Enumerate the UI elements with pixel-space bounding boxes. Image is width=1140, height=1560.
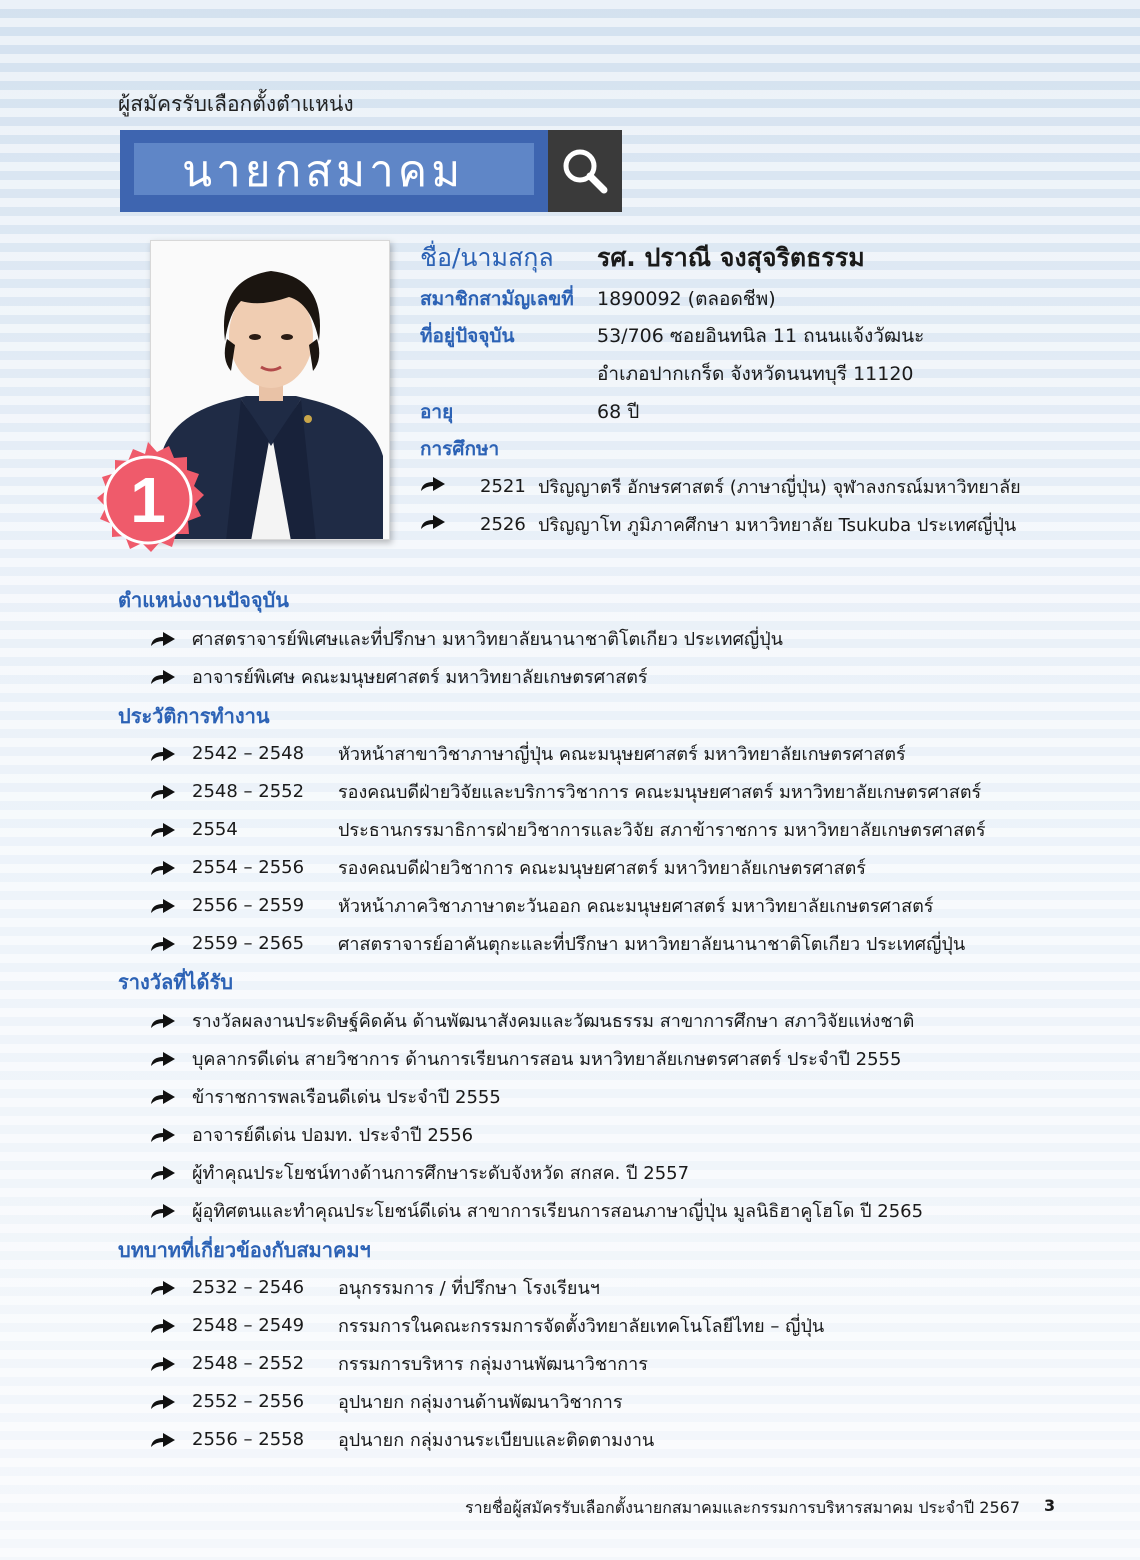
award-item: [150, 1196, 923, 1225]
arrow-right-icon: [420, 476, 480, 497]
arrow-right-icon: [150, 1051, 192, 1067]
work-item: [150, 853, 866, 882]
work-item: [150, 929, 965, 958]
arrow-right-icon: [150, 936, 192, 952]
education-year: 2521: [480, 476, 526, 497]
work-text: หัวหน้าสาขาวิชาภาษาญี่ปุ่น คณะมนุษยศาสตร์ มหาวิทยาลัยเกษตรศาสตร์: [338, 744, 906, 765]
work-item: [150, 815, 986, 844]
education-year: 2526: [480, 514, 526, 535]
role-year: 2556 – 2558: [192, 1429, 305, 1450]
age-label: อายุ: [420, 401, 454, 423]
role-item: [150, 1425, 654, 1454]
role-text: อุปนายก กลุ่มงานด้านพัฒนาวิชาการ: [338, 1392, 623, 1413]
work-year: 2556 – 2559: [192, 895, 305, 916]
role-item: [150, 1387, 623, 1416]
arrow-right-icon: [150, 860, 192, 876]
role-year: 2532 – 2546: [192, 1277, 305, 1298]
award-text: รางวัลผลงานประดิษฐ์คิดค้น ด้านพัฒนาสังคมและวัฒนธรรม สาขาการศึกษา สภาวิจัยแห่งชาติ: [192, 1011, 915, 1032]
candidate-number: 1: [130, 464, 166, 536]
education-text: ปริญญาตรี อักษรศาสตร์ (ภาษาญี่ปุ่น) จุฬาลงกรณ์มหาวิทยาลัย: [538, 477, 1021, 498]
role-text: อุปนายก กลุ่มงานระเบียบและติดตามงาน: [338, 1430, 655, 1451]
role-item: [150, 1311, 824, 1340]
arrow-right-icon: [150, 631, 192, 647]
arrow-right-icon: [150, 1318, 192, 1334]
section-title-work: ประวัติการทำงาน: [118, 704, 270, 728]
footer-text: รายชื่อผู้สมัครรับเลือกตั้งนายกสมาคมและกรรมการบริหารสมาคม ประจำปี 2567: [464, 1498, 1020, 1517]
arrow-right-icon: [150, 1280, 192, 1296]
section-title-current: ตำแหน่งงานปัจจุบัน: [118, 588, 289, 612]
work-text: รองคณบดีฝ่ายวิชาการ คณะมนุษยศาสตร์ มหาวิทยาลัยเกษตรศาสตร์: [338, 858, 866, 879]
work-year: 2548 – 2552: [192, 781, 305, 802]
education-label: การศึกษา: [420, 438, 500, 460]
position-title-bar: [120, 130, 548, 212]
work-item: [150, 777, 981, 806]
member-number: 1890092 (ตลอดชีพ): [597, 288, 776, 310]
education-text: ปริญญาโท ภูมิภาคศึกษา มหาวิทยาลัย Tsukuba ประเทศญี่ปุ่น: [538, 515, 1017, 536]
candidate-name: รศ. ปราณี จงสุจริตธรรม: [597, 243, 865, 272]
arrow-right-icon: [150, 746, 192, 762]
arrow-right-icon: [150, 1203, 192, 1219]
list-item-text: อาจารย์พิเศษ คณะมนุษยศาสตร์ มหาวิทยาลัยเกษตรศาสตร์: [192, 667, 648, 688]
work-text: รองคณบดีฝ่ายวิจัยและบริการวิชาการ คณะมนุษยศาสตร์ มหาวิทยาลัยเกษตรศาสตร์: [338, 782, 982, 803]
work-item: [150, 739, 906, 768]
search-button[interactable]: [548, 130, 622, 212]
arrow-right-icon: [150, 1432, 192, 1448]
arrow-right-icon: [150, 1356, 192, 1372]
award-text: ผู้ทำคุณประโยชน์ทางด้านการศึกษาระดับจังหวัด สกสค. ปี 2557: [192, 1163, 690, 1184]
page-number: 3: [1044, 1496, 1056, 1515]
role-year: 2548 – 2549: [192, 1315, 305, 1336]
role-year: 2548 – 2552: [192, 1353, 305, 1374]
role-text: กรรมการในคณะกรรมการจัดตั้งวิทยาลัยเทคโนโลยีไทย – ญี่ปุ่น: [338, 1316, 825, 1337]
role-text: กรรมการบริหาร กลุ่มงานพัฒนาวิชาการ: [338, 1354, 648, 1375]
education-item: [420, 472, 1021, 501]
arrow-right-icon: [150, 1165, 192, 1181]
position-title: นายกสมาคม: [182, 146, 465, 197]
work-item: [150, 891, 933, 920]
award-item: [150, 1120, 473, 1149]
award-item: [150, 1082, 501, 1111]
list-item: [150, 624, 783, 653]
work-text: ศาสตราจารย์อาคันตุกะและที่ปรึกษา มหาวิทยาลัยนานาชาติโตเกียว ประเทศญี่ปุ่น: [338, 934, 966, 955]
section-title-roles: บทบาทที่เกี่ยวข้องกับสมาคมฯ: [118, 1238, 371, 1262]
award-text: อาจารย์ดีเด่น ปอมท. ประจำปี 2556: [192, 1125, 474, 1146]
address-label: ที่อยู่ปัจจุบัน: [420, 325, 515, 347]
list-item-text: ศาสตราจารย์พิเศษและที่ปรึกษา มหาวิทยาลัยนานาชาติโตเกียว ประเทศญี่ปุ่น: [192, 629, 783, 650]
arrow-right-icon: [150, 1013, 192, 1029]
work-text: หัวหน้าภาควิชาภาษาตะวันออก คณะมนุษยศาสตร์ มหาวิทยาลัยเกษตรศาสตร์: [338, 896, 934, 917]
award-text: ผู้อุทิศตนและทำคุณประโยชน์ดีเด่น สาขาการเรียนการสอนภาษาญี่ปุ่น มูลนิธิฮาคูโฮโด ปี 2565: [192, 1201, 924, 1222]
role-item: [150, 1273, 600, 1302]
work-year: 2554 – 2556: [192, 857, 305, 878]
award-item: [150, 1006, 914, 1035]
arrow-right-icon: [420, 514, 480, 535]
member-label: สมาชิกสามัญเลขที่: [420, 288, 574, 310]
work-year: 2542 – 2548: [192, 743, 305, 764]
work-text: ประธานกรรมาธิการฝ่ายวิชาการและวิจัย สภาข้าราชการ มหาวิทยาลัยเกษตรศาสตร์: [338, 820, 986, 841]
arrow-right-icon: [150, 1127, 192, 1143]
list-item: [150, 662, 648, 691]
address-line-1: 53/706 ซอยอินทนิล 11 ถนนแจ้งวัฒนะ: [597, 325, 925, 347]
award-text: ข้าราชการพลเรือนดีเด่น ประจำปี 2555: [192, 1087, 501, 1108]
award-item: [150, 1158, 689, 1187]
address-line-2: อำเภอปากเกร็ด จังหวัดนนทบุรี 11120: [597, 363, 914, 385]
role-text: อนุกรรมการ / ที่ปรึกษา โรงเรียนฯ: [338, 1278, 600, 1299]
arrow-right-icon: [150, 784, 192, 800]
role-item: [150, 1349, 648, 1378]
arrow-right-icon: [150, 1089, 192, 1105]
award-text: บุคลากรดีเด่น สายวิชาการ ด้านการเรียนการสอน มหาวิทยาลัยเกษตรศาสตร์ ประจำปี 2555: [192, 1049, 902, 1070]
work-year: 2554: [192, 819, 238, 840]
search-icon: [559, 145, 611, 197]
role-year: 2552 – 2556: [192, 1391, 305, 1412]
kicker-text: ผู้สมัครรับเลือกตั้งตำแหน่ง: [118, 92, 354, 116]
candidate-number-badge: [88, 440, 208, 560]
arrow-right-icon: [150, 1394, 192, 1410]
education-item: [420, 510, 1016, 539]
work-year: 2559 – 2565: [192, 933, 305, 954]
arrow-right-icon: [150, 898, 192, 914]
age-value: 68 ปี: [597, 401, 640, 423]
arrow-right-icon: [150, 822, 192, 838]
award-item: [150, 1044, 901, 1073]
section-title-awards: รางวัลที่ได้รับ: [118, 970, 233, 994]
name-label: ชื่อ/นามสกุล: [420, 243, 554, 272]
arrow-right-icon: [150, 669, 192, 685]
